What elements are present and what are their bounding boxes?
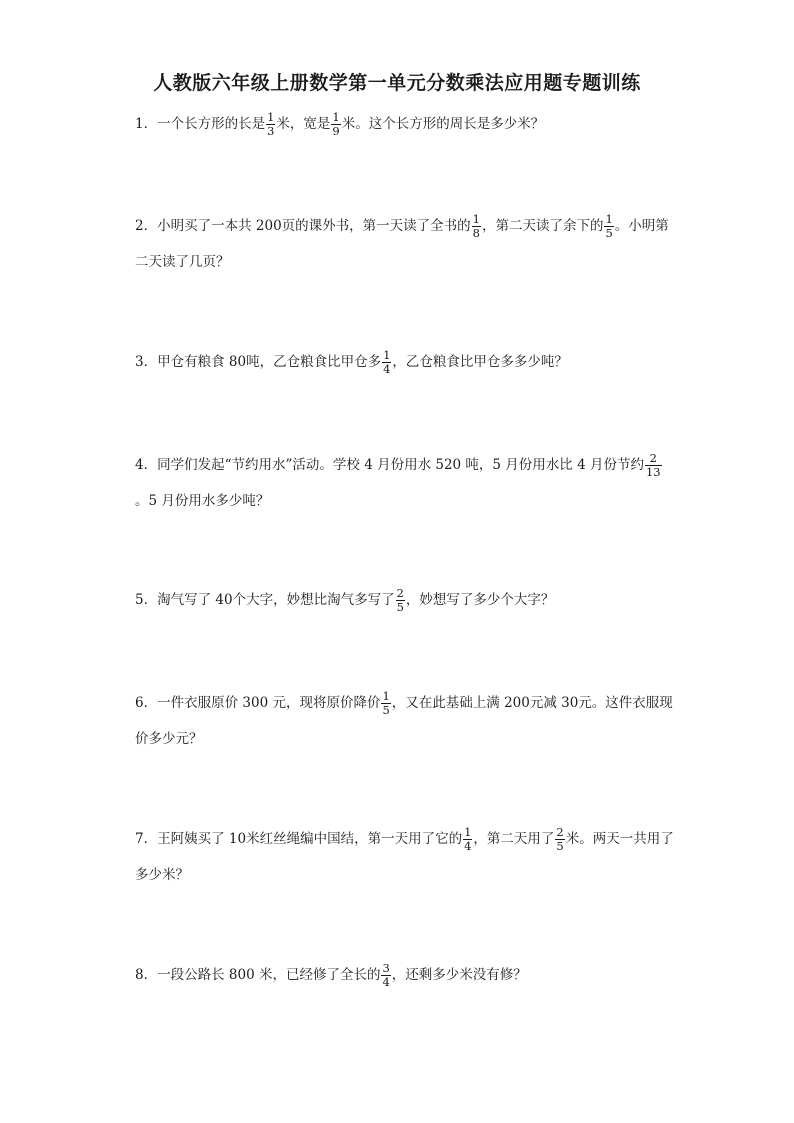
fraction-numerator: 1 bbox=[382, 688, 390, 703]
fraction bbox=[645, 450, 662, 479]
question-text: 米，宽是 bbox=[276, 116, 331, 132]
question-text: ，妙想写了多少个大字？ bbox=[405, 592, 555, 608]
fraction-denominator: 4 bbox=[382, 975, 390, 989]
fraction bbox=[604, 211, 613, 240]
fraction bbox=[331, 109, 340, 138]
fraction bbox=[396, 585, 405, 614]
fraction bbox=[555, 824, 564, 853]
question-text: ，还剩多少米没有修？ bbox=[391, 967, 527, 983]
question-2 bbox=[135, 208, 675, 280]
question-number: 3． bbox=[135, 354, 158, 370]
fraction-numerator: 3 bbox=[382, 960, 390, 975]
question-1 bbox=[135, 106, 675, 142]
fraction-denominator: 8 bbox=[472, 226, 480, 240]
question-text: ，第二天用了 bbox=[473, 831, 555, 847]
question-text: 米。这个长方形的周长是多少米？ bbox=[341, 116, 545, 132]
fraction bbox=[463, 824, 472, 853]
question-number: 7． bbox=[135, 831, 158, 847]
fraction-numerator: 2 bbox=[556, 824, 564, 839]
question-text: 王阿姨买了 10米红丝绳编中国结，第一天用了它的 bbox=[157, 831, 463, 847]
question-text: 。5 月份用水多少吨？ bbox=[135, 493, 270, 509]
question-text: ，又在此基础上满 200元减 30元。这件衣服现价多少元？ bbox=[135, 695, 673, 747]
fraction-denominator: 5 bbox=[556, 839, 564, 853]
fraction-denominator: 4 bbox=[383, 362, 391, 376]
fraction-numerator: 1 bbox=[605, 211, 613, 226]
fraction bbox=[472, 211, 481, 240]
question-5 bbox=[135, 582, 675, 618]
question-text: 甲仓有粮食 80吨，乙仓粮食比甲仓多 bbox=[157, 354, 382, 370]
question-number: 6． bbox=[135, 695, 158, 711]
question-text: 同学们发起“节约用水”活动。学校 4 月份用水 520 吨，5 月份用水比 4 月份节约 bbox=[157, 457, 644, 473]
fraction-numerator: 2 bbox=[645, 453, 662, 467]
question-3 bbox=[135, 344, 675, 380]
question-number: 8． bbox=[135, 967, 158, 983]
fraction-numerator: 1 bbox=[267, 109, 275, 124]
question-text: 。小明第二天读了几页？ bbox=[135, 218, 669, 270]
question-8 bbox=[135, 957, 675, 993]
fraction bbox=[382, 347, 391, 376]
question-text: 米。两天一共用了多少米？ bbox=[135, 831, 674, 883]
question-text: 一个长方形的长是 bbox=[157, 116, 266, 132]
fraction-denominator: 13 bbox=[645, 465, 661, 479]
question-text: 小明买了一本共 200页的课外书，第一天读了全书的 bbox=[157, 218, 471, 234]
page-title: 人教版六年级上册数学第一单元分数乘法应用题专题训练 bbox=[153, 72, 641, 94]
fraction-numerator: 1 bbox=[472, 211, 480, 226]
fraction bbox=[381, 688, 390, 717]
question-7 bbox=[135, 821, 675, 893]
fraction bbox=[266, 109, 275, 138]
fraction-denominator: 9 bbox=[332, 124, 340, 138]
question-6 bbox=[135, 685, 675, 757]
fraction-denominator: 5 bbox=[605, 226, 613, 240]
fraction-denominator: 3 bbox=[267, 124, 275, 138]
fraction-denominator: 5 bbox=[396, 600, 404, 614]
fraction-denominator: 4 bbox=[464, 839, 472, 853]
fraction-numerator: 1 bbox=[383, 347, 391, 362]
fraction bbox=[381, 960, 390, 989]
question-text: 淘气写了 40个大字，妙想比淘气多写了 bbox=[157, 592, 395, 608]
question-number: 1． bbox=[135, 116, 158, 132]
question-text: ，第二天读了余下的 bbox=[481, 218, 604, 234]
question-text: ，乙仓粮食比甲仓多多少吨？ bbox=[392, 354, 568, 370]
fraction-numerator: 2 bbox=[396, 585, 404, 600]
question-number: 5． bbox=[135, 592, 158, 608]
fraction-denominator: 5 bbox=[382, 703, 390, 717]
fraction-numerator: 1 bbox=[332, 109, 340, 124]
question-text: 一件衣服原价 300 元，现将原价降价 bbox=[157, 695, 381, 711]
question-number: 4． bbox=[135, 457, 158, 473]
question-4 bbox=[135, 447, 675, 519]
question-number: 2． bbox=[135, 218, 158, 234]
question-text: 一段公路长 800 米，已经修了全长的 bbox=[157, 967, 381, 983]
fraction-numerator: 1 bbox=[464, 824, 472, 839]
